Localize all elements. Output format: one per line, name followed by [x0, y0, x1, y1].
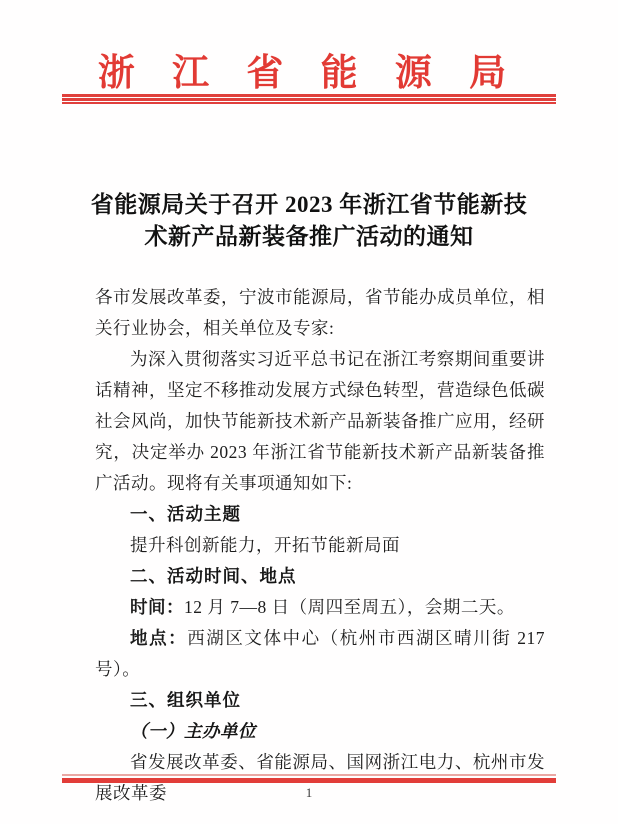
notice-title: [55, 189, 563, 253]
notice-body: [95, 282, 545, 809]
footer-rule: [62, 774, 556, 783]
footer-rule-line-thin: [62, 774, 556, 776]
intro-paragraph: 为深入贯彻落实习近平总书记在浙江考察期间重要讲话精神，坚定不移推动发展方式绿色转型，营造绿色低碳社会风尚，加快节能新技术新产品新装备推广应用，经研究，决定举办 2023 年浙江省节能新技术新产品新装备推广活动。现将有关事项通知如下:: [95, 349, 545, 493]
place-label: 地点：: [130, 628, 188, 648]
salutation-paragraph: 各市发展改革委，宁波市能源局，省节能办成员单位，相关行业协会，相关单位及专家:: [95, 287, 545, 338]
notice-title-line-1: 省能源局关于召开 2023 年浙江省节能新技: [90, 192, 528, 217]
time-label: 时间：: [130, 597, 184, 617]
subsection-1-heading: （一）主办单位: [130, 721, 256, 741]
page-number: 1: [305, 785, 313, 800]
time-text: 12 月 7—8 日（周四至周五），会期二天。: [184, 597, 515, 617]
agency-letterhead: 浙 江 省 能 源 局: [97, 53, 521, 94]
place-line: [95, 623, 545, 685]
organizers-paragraph: 省发展改革委、省能源局、国网浙江电力、杭州市发展改革委: [95, 752, 545, 803]
letterhead-rule-line-1: [62, 94, 556, 97]
section-2-heading: 二、活动时间、地点: [130, 566, 297, 586]
letterhead-rule: [62, 94, 556, 104]
footer-rule-line-thick: [62, 778, 556, 783]
time-line: [95, 592, 545, 623]
section-1-heading: 一、活动主题: [130, 504, 241, 524]
section-3-heading: 三、组织单位: [130, 690, 241, 710]
notice-title-line-2: 术新产品新装备推广活动的通知: [144, 224, 474, 249]
letterhead-rule-line-2: [62, 98, 556, 102]
letterhead-rule-line-3: [62, 102, 556, 104]
section-1-body: 提升科创新能力，开拓节能新局面: [130, 535, 400, 555]
place-text: 西湖区文体中心（杭州市西湖区晴川街 217 号）。: [95, 628, 546, 679]
